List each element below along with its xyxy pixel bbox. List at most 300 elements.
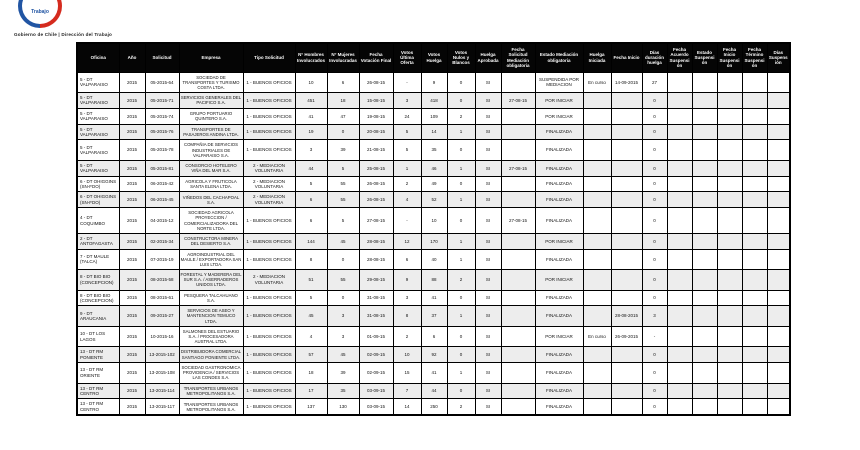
column-header: Fecha Inicio bbox=[611, 43, 642, 72]
table-cell: SI bbox=[475, 233, 501, 249]
table-cell: 2015 bbox=[119, 93, 145, 109]
table-cell bbox=[611, 270, 642, 290]
table-cell bbox=[501, 290, 535, 306]
table-cell: 1 - BUENOS OFICIOS bbox=[243, 93, 295, 109]
table-cell bbox=[611, 383, 642, 399]
table-cell: 2015 bbox=[119, 192, 145, 208]
table-cell: PESQUERA TALCAHUANO S.A. bbox=[179, 290, 243, 306]
table-cell: 35 bbox=[421, 140, 447, 160]
table-cell: SERVICIOS DE ASEO Y MANTENCION TEMUCO LTDA. bbox=[179, 306, 243, 326]
table-cell bbox=[583, 140, 611, 160]
table-cell: DISTRIBUIDORA COMERCIAL SANTIAGO PONIENTE LTDA. bbox=[179, 347, 243, 363]
table-cell: 26-08-15 bbox=[359, 192, 393, 208]
table-cell bbox=[742, 233, 767, 249]
table-cell: 6 bbox=[393, 249, 421, 269]
table-cell: 5 - DT VALPARAISO bbox=[77, 160, 119, 176]
table-cell bbox=[501, 326, 535, 346]
table-cell: 13 - DT RM CENTRO bbox=[77, 383, 119, 399]
table-cell: 2015 bbox=[119, 140, 145, 160]
table-cell bbox=[583, 290, 611, 306]
table-cell: 1 - BUENOS OFICIOS bbox=[243, 326, 295, 346]
table-cell: 0 bbox=[327, 290, 359, 306]
table-cell bbox=[611, 192, 642, 208]
table-cell: 39 bbox=[327, 363, 359, 383]
table-cell bbox=[717, 233, 742, 249]
table-cell bbox=[767, 192, 790, 208]
table-cell: SI bbox=[475, 270, 501, 290]
table-cell: FINALIZADA bbox=[535, 140, 583, 160]
table-cell: 1 - BUENOS OFICIOS bbox=[243, 347, 295, 363]
table-cell: 6 - DT OHIGGINS (SN-FDO) bbox=[77, 192, 119, 208]
table-cell bbox=[767, 399, 790, 415]
table-cell: 19 bbox=[295, 124, 327, 140]
table-cell: GRUPO PORTUARIO QUINTERO S.A. bbox=[179, 108, 243, 124]
table-cell: 451 bbox=[295, 93, 327, 109]
table-cell: 9 bbox=[421, 72, 447, 92]
table-cell: FINALIZADA bbox=[535, 176, 583, 192]
table-cell: 1 bbox=[447, 249, 475, 269]
table-cell bbox=[692, 93, 717, 109]
table-cell: 0 bbox=[447, 290, 475, 306]
table-cell: 0 bbox=[642, 347, 667, 363]
table-cell: 0 bbox=[642, 399, 667, 415]
table-cell: 26-08-15 bbox=[359, 72, 393, 92]
table-cell bbox=[692, 249, 717, 269]
table-row bbox=[77, 93, 790, 109]
table-cell bbox=[692, 306, 717, 326]
table-cell: 1 bbox=[447, 160, 475, 176]
table-cell bbox=[692, 160, 717, 176]
table-cell: 8 - DT BIO BIO (CONCEPCION) bbox=[77, 270, 119, 290]
table-cell bbox=[583, 347, 611, 363]
column-header: Días duración huelga bbox=[642, 43, 667, 72]
table-cell: 07-2015-19 bbox=[145, 249, 179, 269]
table-cell bbox=[742, 363, 767, 383]
table-cell bbox=[767, 108, 790, 124]
table-cell bbox=[667, 208, 692, 234]
table-cell: 10-2015-16 bbox=[145, 326, 179, 346]
table-row bbox=[77, 383, 790, 399]
table-cell bbox=[583, 108, 611, 124]
table-cell: 130 bbox=[327, 399, 359, 415]
table-cell bbox=[717, 108, 742, 124]
table-cell: 06-2015-42 bbox=[145, 176, 179, 192]
table-cell: 88 bbox=[421, 270, 447, 290]
table-cell: POR INICIAR bbox=[535, 326, 583, 346]
table-cell bbox=[742, 124, 767, 140]
table-cell: 250 bbox=[421, 399, 447, 415]
table-cell bbox=[767, 124, 790, 140]
table-cell: 3 bbox=[393, 93, 421, 109]
table-cell bbox=[611, 233, 642, 249]
table-cell: 6 bbox=[295, 192, 327, 208]
table-cell: 40 bbox=[421, 249, 447, 269]
table-cell: 1 - BUENOS OFICIOS bbox=[243, 399, 295, 415]
table-cell: 45 bbox=[295, 306, 327, 326]
table-cell bbox=[767, 233, 790, 249]
table-cell bbox=[692, 233, 717, 249]
table-cell: 5 bbox=[295, 290, 327, 306]
table-cell bbox=[501, 249, 535, 269]
table-cell bbox=[717, 124, 742, 140]
table-cell bbox=[583, 233, 611, 249]
table-cell bbox=[767, 176, 790, 192]
table-cell: 08-2015-61 bbox=[145, 290, 179, 306]
table-cell: FINALIZADA bbox=[535, 383, 583, 399]
table-cell bbox=[767, 249, 790, 269]
table-cell bbox=[692, 140, 717, 160]
table-cell: 3 bbox=[327, 306, 359, 326]
table-cell: SI bbox=[475, 347, 501, 363]
table-cell bbox=[767, 160, 790, 176]
table-cell: SOCIEDAD GASTRONOMICA PROVIDENCIA / SERVICIOS LAS CONDES S.A. bbox=[179, 363, 243, 383]
table-cell: 46 bbox=[421, 160, 447, 176]
table-cell: SI bbox=[475, 176, 501, 192]
table-cell bbox=[667, 124, 692, 140]
table-cell: SOCIEDAD AGRICOLA PROYECCION / COMERCIALIZADORA DEL NORTE LTDA. bbox=[179, 208, 243, 234]
table-cell bbox=[717, 347, 742, 363]
table-cell bbox=[583, 192, 611, 208]
table-cell: SI bbox=[475, 192, 501, 208]
table-cell: 27 bbox=[642, 72, 667, 92]
table-cell: FINALIZADA bbox=[535, 208, 583, 234]
table-cell: SI bbox=[475, 124, 501, 140]
table-cell bbox=[717, 208, 742, 234]
table-row bbox=[77, 270, 790, 290]
table-cell: 21-08-15 bbox=[359, 140, 393, 160]
column-header: Fecha Votación Final bbox=[359, 43, 393, 72]
table-cell: 144 bbox=[295, 233, 327, 249]
table-cell: 0 bbox=[447, 93, 475, 109]
table-cell bbox=[583, 93, 611, 109]
table-cell: SERVICIOS GENERALES DEL PACIFICO S.A. bbox=[179, 93, 243, 109]
table-cell: SALMONES DEL ESTUARIO S.A. / PROCESADORA AUSTRAL LTDA. bbox=[179, 326, 243, 346]
table-cell: 1 - BUENOS OFICIOS bbox=[243, 290, 295, 306]
table-cell: 5 - DT VALPARAISO bbox=[77, 124, 119, 140]
table-cell: TRANSPORTES URBANOS METROPOLITANOS S.A. bbox=[179, 399, 243, 415]
table-cell: 0 bbox=[642, 108, 667, 124]
table-cell bbox=[611, 140, 642, 160]
table-cell: 1 bbox=[447, 233, 475, 249]
table-cell bbox=[692, 72, 717, 92]
table-cell bbox=[767, 93, 790, 109]
table-cell: CONSTRUCTORA MINERA DEL DESIERTO S.A. bbox=[179, 233, 243, 249]
table-cell: 0 bbox=[447, 347, 475, 363]
table-cell: 27-08-15 bbox=[501, 160, 535, 176]
table-cell bbox=[692, 399, 717, 415]
table-cell bbox=[767, 363, 790, 383]
table-cell: SI bbox=[475, 72, 501, 92]
table-cell bbox=[501, 192, 535, 208]
table-cell: 03-09-15 bbox=[359, 383, 393, 399]
table-cell: 2015 bbox=[119, 290, 145, 306]
table-cell: 2 - MEDIACION VOLUNTARIA bbox=[243, 192, 295, 208]
table-cell bbox=[742, 270, 767, 290]
table-cell: 55 bbox=[327, 192, 359, 208]
table-cell bbox=[667, 72, 692, 92]
table-cell: 0 bbox=[327, 249, 359, 269]
table-cell: 9 - DT ARAUCANIA bbox=[77, 306, 119, 326]
table-cell: 2015 bbox=[119, 72, 145, 92]
table-cell bbox=[667, 93, 692, 109]
table-cell: 2015 bbox=[119, 347, 145, 363]
table-row bbox=[77, 249, 790, 269]
column-header: Estado Suspensión bbox=[692, 43, 717, 72]
table-cell bbox=[667, 108, 692, 124]
table-cell: TRANSPORTES URBANOS METROPOLITANOS S.A. bbox=[179, 383, 243, 399]
table-cell bbox=[583, 176, 611, 192]
table-row bbox=[77, 124, 790, 140]
table-cell bbox=[667, 140, 692, 160]
table-cell: 5 bbox=[295, 176, 327, 192]
table-cell: 1 - BUENOS OFICIOS bbox=[243, 363, 295, 383]
table-cell: SI bbox=[475, 140, 501, 160]
table-cell: 2015 bbox=[119, 124, 145, 140]
table-cell: AGROINDUSTRIAL DEL MAULE / EXPORTADORA SAN LUIS LTDA. bbox=[179, 249, 243, 269]
table-cell bbox=[611, 124, 642, 140]
column-header: Tipo Solicitud bbox=[243, 43, 295, 72]
logo-inner-disc bbox=[22, 0, 58, 24]
huelgas-mediacion-table bbox=[76, 42, 791, 416]
table-cell: 418 bbox=[421, 93, 447, 109]
table-cell: 5 - DT VALPARAISO bbox=[77, 72, 119, 92]
table-cell: 31-08-15 bbox=[359, 306, 393, 326]
table-cell: VIÑEDOS DEL CACHAPOAL S.A. bbox=[179, 192, 243, 208]
table-cell: 0 bbox=[642, 93, 667, 109]
table-cell: 1 - BUENOS OFICIOS bbox=[243, 249, 295, 269]
table-cell: POR INICIAR bbox=[535, 108, 583, 124]
table-cell: 13 - DT RM CENTRO bbox=[77, 399, 119, 415]
column-header: Huelga Aprobada bbox=[475, 43, 501, 72]
table-cell: 0 bbox=[642, 363, 667, 383]
table-cell bbox=[692, 208, 717, 234]
table-cell bbox=[692, 347, 717, 363]
table-cell: 18 bbox=[327, 93, 359, 109]
table-cell: 2 - MEDIACION VOLUNTARIA bbox=[243, 176, 295, 192]
table-cell bbox=[501, 383, 535, 399]
table-cell: 10 bbox=[393, 347, 421, 363]
table-cell: 04-2015-12 bbox=[145, 208, 179, 234]
table-cell: 05-2015-81 bbox=[145, 160, 179, 176]
table-cell: 1 - BUENOS OFICIOS bbox=[243, 208, 295, 234]
table-cell bbox=[501, 233, 535, 249]
table-row bbox=[77, 233, 790, 249]
table-cell bbox=[583, 208, 611, 234]
table-cell: SI bbox=[475, 208, 501, 234]
table-cell: 92 bbox=[421, 347, 447, 363]
table-cell: 8 bbox=[393, 306, 421, 326]
table-cell: FINALIZADA bbox=[535, 399, 583, 415]
table-cell: 2015 bbox=[119, 249, 145, 269]
column-header: Votos Huelga bbox=[421, 43, 447, 72]
table-cell: 55 bbox=[327, 176, 359, 192]
table-cell: SOCIEDAD DE TRANSPORTES Y TURISMO COSTA LTDA. bbox=[179, 72, 243, 92]
table-cell bbox=[742, 192, 767, 208]
table-cell bbox=[742, 108, 767, 124]
table-cell: 13-2015-114 bbox=[145, 383, 179, 399]
table-cell: 0 bbox=[642, 140, 667, 160]
table-cell: 03-09-15 bbox=[359, 399, 393, 415]
table-cell: 3 bbox=[295, 140, 327, 160]
table-cell: FINALIZADA bbox=[535, 249, 583, 269]
column-header: Solicitud bbox=[145, 43, 179, 72]
table-cell bbox=[742, 249, 767, 269]
table-cell: 05-2015-74 bbox=[145, 108, 179, 124]
table-cell bbox=[667, 176, 692, 192]
column-header: Estado Mediación obligatoria bbox=[535, 43, 583, 72]
table-cell: 25-08-15 bbox=[359, 160, 393, 176]
table-cell bbox=[767, 306, 790, 326]
column-header: Votos Nulos y Blancos bbox=[447, 43, 475, 72]
table-cell: 0 bbox=[447, 72, 475, 92]
table-cell: 09-2015-27 bbox=[145, 306, 179, 326]
table-cell: 20-08-15 bbox=[359, 124, 393, 140]
table-cell: 2 bbox=[393, 176, 421, 192]
table-cell bbox=[583, 270, 611, 290]
table-cell bbox=[583, 306, 611, 326]
table-cell bbox=[611, 363, 642, 383]
table-cell bbox=[692, 192, 717, 208]
table-cell: 19-08-15 bbox=[359, 108, 393, 124]
table-cell: SI bbox=[475, 160, 501, 176]
table-cell bbox=[611, 108, 642, 124]
table-cell bbox=[692, 363, 717, 383]
table-cell bbox=[767, 383, 790, 399]
table-cell bbox=[667, 347, 692, 363]
table-cell: FINALIZADA bbox=[535, 160, 583, 176]
table-row bbox=[77, 399, 790, 415]
table-cell bbox=[767, 290, 790, 306]
table-cell: SUSPENDIDA POR MEDIACION bbox=[535, 72, 583, 92]
table-cell bbox=[667, 363, 692, 383]
table-cell bbox=[717, 176, 742, 192]
table-cell: 4 bbox=[393, 192, 421, 208]
table-cell: 51 bbox=[295, 270, 327, 290]
table-cell: 26-08-15 bbox=[359, 176, 393, 192]
table-cell bbox=[692, 290, 717, 306]
table-cell: 2015 bbox=[119, 270, 145, 290]
table-cell: POR INICIAR bbox=[535, 233, 583, 249]
table-cell bbox=[501, 306, 535, 326]
table-cell: SI bbox=[475, 306, 501, 326]
table-cell: SI bbox=[475, 383, 501, 399]
column-header: Oficina bbox=[77, 43, 119, 72]
table-header-row bbox=[77, 43, 790, 72]
table-cell bbox=[611, 290, 642, 306]
table-cell: 27-08-15 bbox=[501, 208, 535, 234]
table-cell: 27-08-15 bbox=[501, 93, 535, 109]
table-cell: 47 bbox=[327, 108, 359, 124]
column-header: N° Mujeres Involucradas bbox=[327, 43, 359, 72]
table-cell: SI bbox=[475, 399, 501, 415]
report-table-zone bbox=[76, 42, 789, 416]
table-cell bbox=[767, 208, 790, 234]
table-cell: 7 - DT MAULE (TALCA) bbox=[77, 249, 119, 269]
table-row bbox=[77, 176, 790, 192]
table-cell bbox=[742, 326, 767, 346]
table-cell: FINALIZADA bbox=[535, 192, 583, 208]
table-cell: 3 bbox=[327, 326, 359, 346]
table-cell: 2015 bbox=[119, 306, 145, 326]
table-cell: POR INICIAR bbox=[535, 93, 583, 109]
table-cell: 14 bbox=[421, 124, 447, 140]
table-cell: FINALIZADA bbox=[535, 290, 583, 306]
table-cell: 37 bbox=[421, 306, 447, 326]
table-cell: 10 - DT LOS LAGOS bbox=[77, 326, 119, 346]
table-cell: 29-08-15 bbox=[359, 270, 393, 290]
column-header: Fecha Inicio Suspensión bbox=[717, 43, 742, 72]
table-cell bbox=[717, 192, 742, 208]
table-cell: 15-08-15 bbox=[359, 93, 393, 109]
table-cell: 52 bbox=[421, 192, 447, 208]
column-header: Votos Última Oferta bbox=[393, 43, 421, 72]
table-cell: 2015 bbox=[119, 108, 145, 124]
table-cell bbox=[742, 399, 767, 415]
table-cell bbox=[717, 383, 742, 399]
table-cell: 31-08-15 bbox=[359, 290, 393, 306]
table-cell bbox=[611, 249, 642, 269]
table-cell bbox=[742, 93, 767, 109]
table-cell: 0 bbox=[642, 160, 667, 176]
table-cell: 06-2015-45 bbox=[145, 192, 179, 208]
table-cell: 9 bbox=[393, 270, 421, 290]
table-cell: 0 bbox=[642, 249, 667, 269]
table-cell: 0 bbox=[447, 383, 475, 399]
column-header: Fecha Acuerdo Suspensión bbox=[667, 43, 692, 72]
table-cell: 1 - BUENOS OFICIOS bbox=[243, 306, 295, 326]
table-cell: 27-08-15 bbox=[359, 208, 393, 234]
table-cell bbox=[767, 326, 790, 346]
table-cell: SI bbox=[475, 290, 501, 306]
table-cell: 2015 bbox=[119, 176, 145, 192]
table-cell bbox=[742, 140, 767, 160]
table-cell: 2015 bbox=[119, 160, 145, 176]
table-cell: 26-09-2015 bbox=[611, 326, 642, 346]
table-cell: 6 - DT OHIGGINS (SN-FDO) bbox=[77, 176, 119, 192]
table-cell bbox=[742, 347, 767, 363]
table-cell: 49 bbox=[421, 176, 447, 192]
table-cell: 13-2015-108 bbox=[145, 363, 179, 383]
table-cell bbox=[611, 93, 642, 109]
table-cell: 2015 bbox=[119, 383, 145, 399]
table-cell bbox=[501, 108, 535, 124]
table-row bbox=[77, 72, 790, 92]
table-cell: SI bbox=[475, 93, 501, 109]
table-cell: 2 bbox=[447, 270, 475, 290]
table-cell: 14 bbox=[393, 399, 421, 415]
table-cell bbox=[717, 363, 742, 383]
table-cell: 39 bbox=[327, 140, 359, 160]
table-cell: 1 - BUENOS OFICIOS bbox=[243, 124, 295, 140]
table-cell bbox=[717, 72, 742, 92]
table-cell: 0 bbox=[447, 176, 475, 192]
table-cell bbox=[667, 306, 692, 326]
table-cell: 17 bbox=[295, 383, 327, 399]
table-cell: 1 bbox=[447, 192, 475, 208]
table-cell: TRANSPORTES DE PASAJEROS ANDINA LTDA. bbox=[179, 124, 243, 140]
table-cell: 8 bbox=[295, 249, 327, 269]
table-cell bbox=[501, 363, 535, 383]
table-cell: 5 - DT VALPARAISO bbox=[77, 93, 119, 109]
table-cell: 0 bbox=[642, 176, 667, 192]
table-cell: 13-2015-117 bbox=[145, 399, 179, 415]
table-cell bbox=[667, 326, 692, 346]
column-header: Empresa bbox=[179, 43, 243, 72]
table-row bbox=[77, 160, 790, 176]
table-cell: 4 - DT COQUIMBO bbox=[77, 208, 119, 234]
table-cell bbox=[717, 326, 742, 346]
table-cell: 13-2015-102 bbox=[145, 347, 179, 363]
